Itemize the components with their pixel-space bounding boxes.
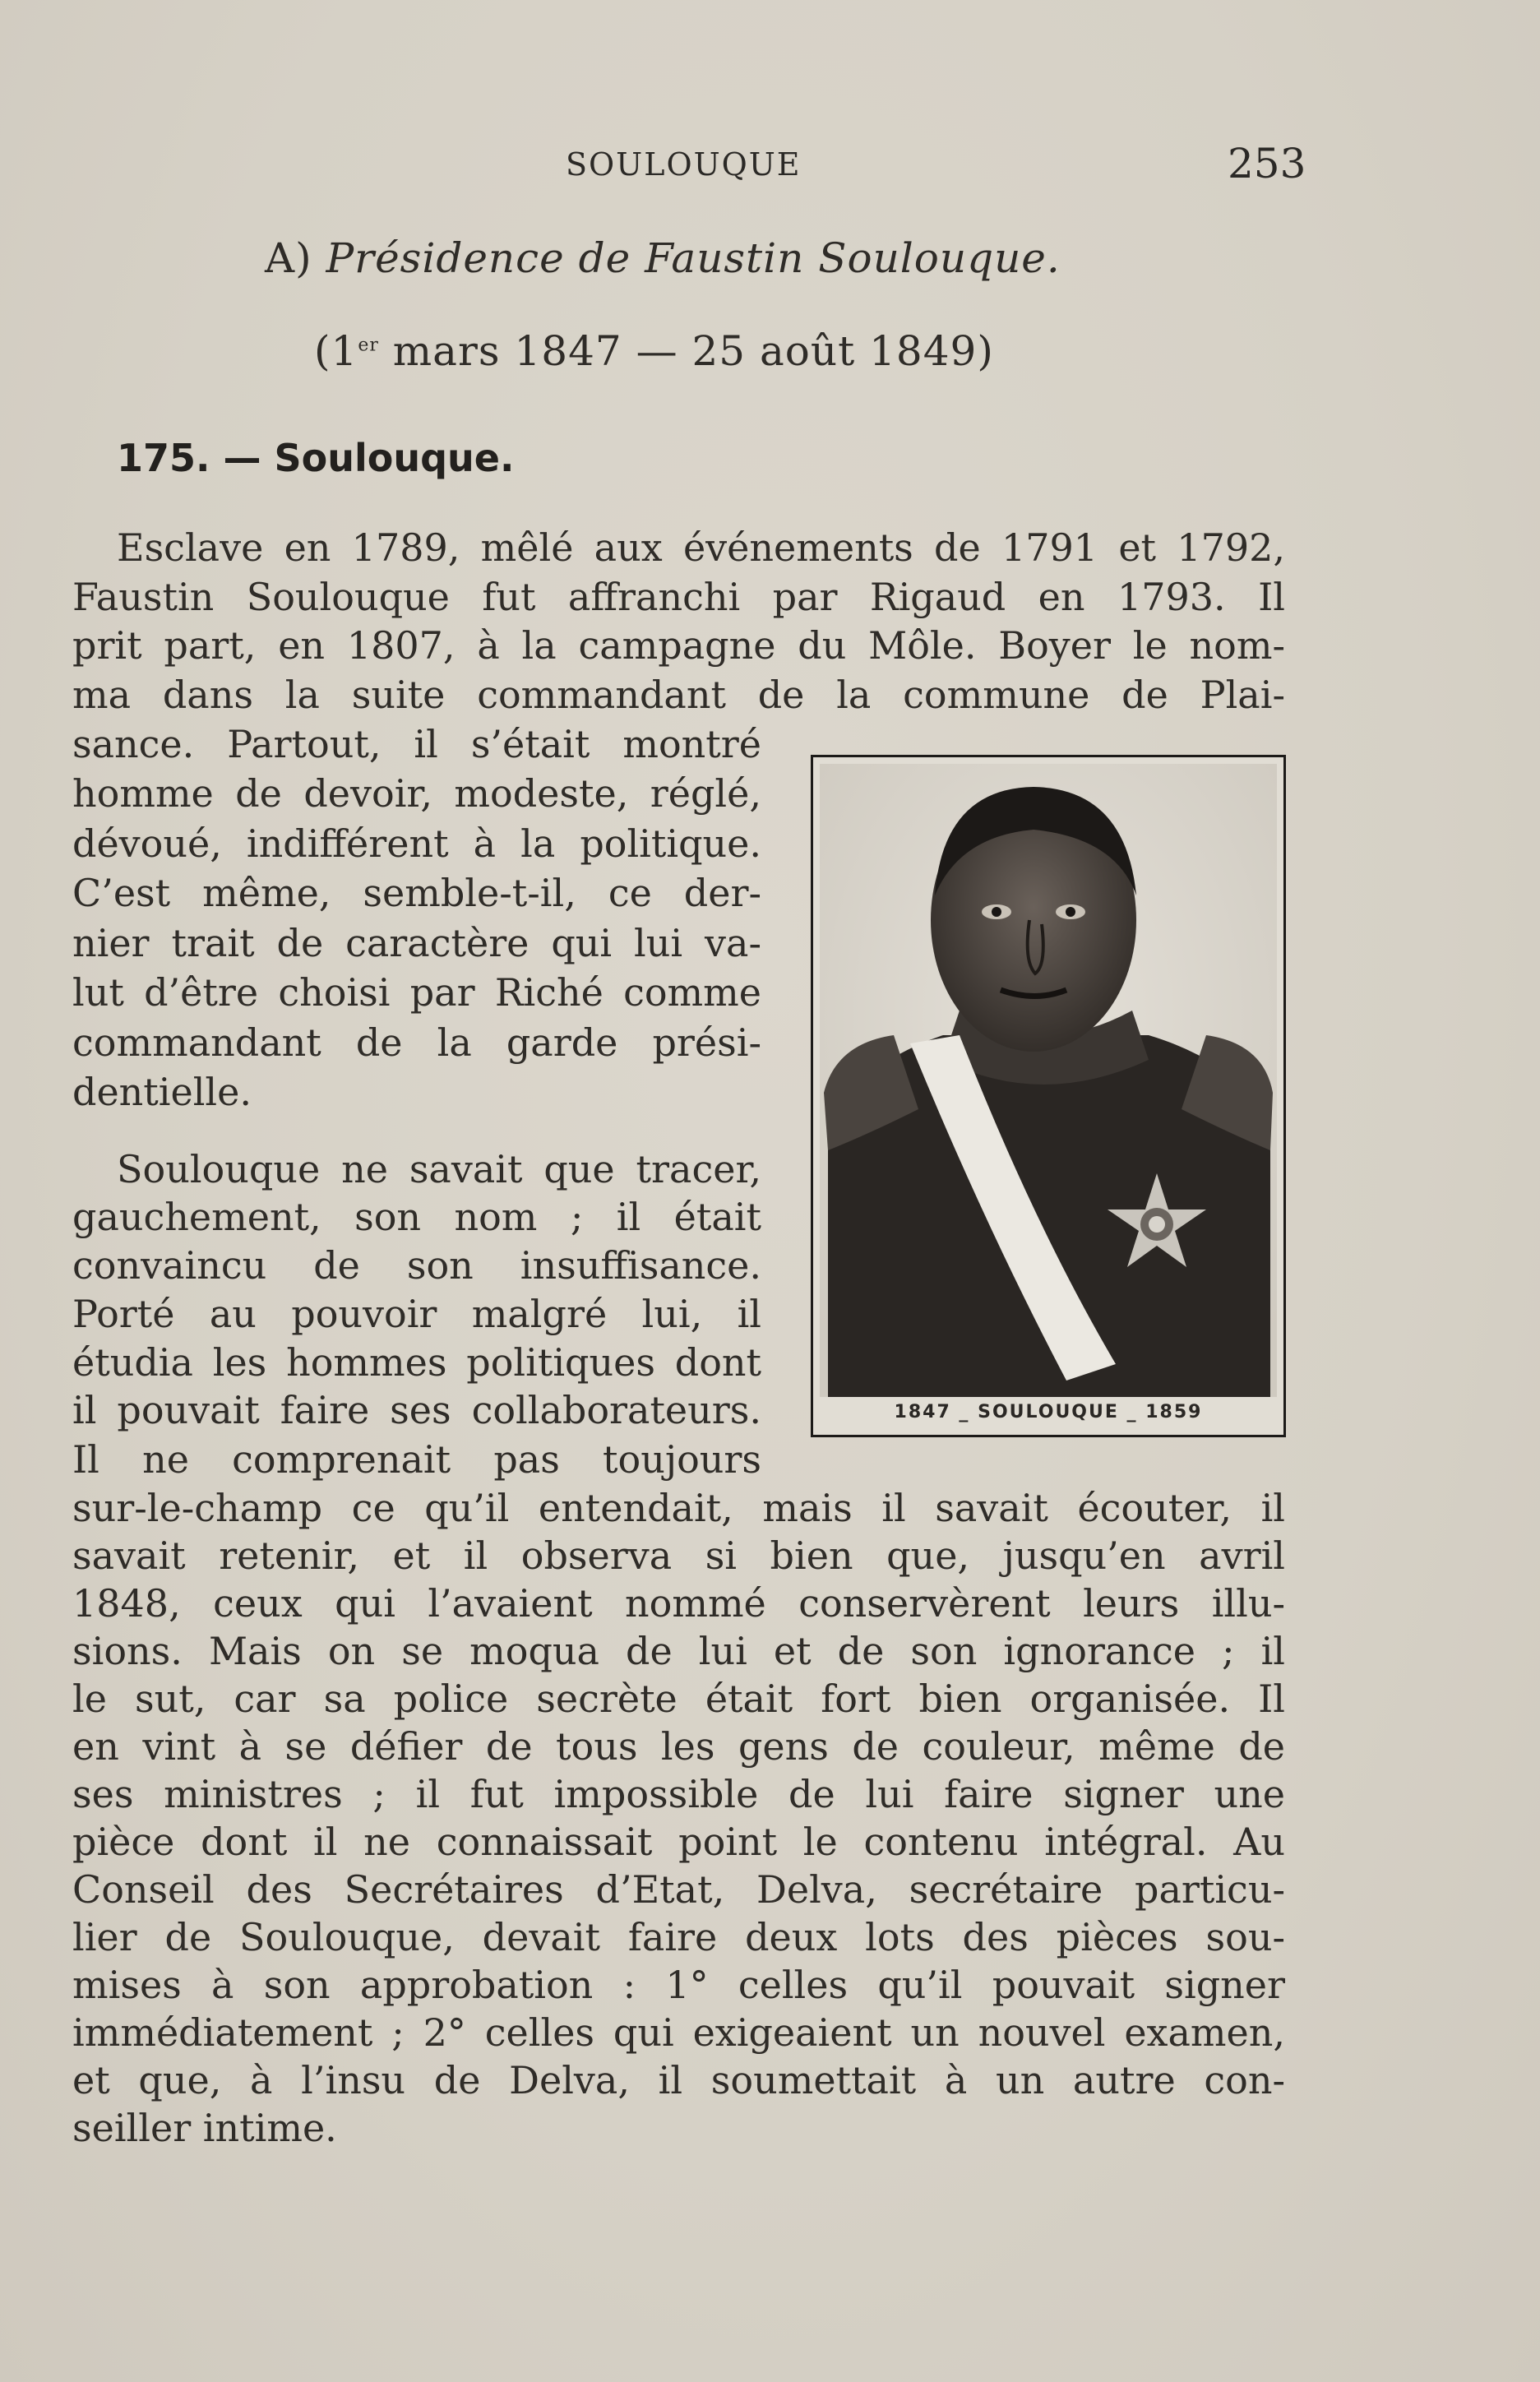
text-line: seiller intime.	[72, 2106, 337, 2150]
text-line: Esclave en 1789, mêlé aux événements de 1791 et 1792,	[117, 525, 1285, 570]
text-line: homme de devoir, modeste, réglé,	[72, 771, 761, 816]
text-line: gauchement, son nom ; il était	[72, 1195, 761, 1239]
text-line: sur-le-champ ce qu’il entendait, mais il savait écouter, il	[72, 1486, 1285, 1530]
dates-superscript: er	[358, 335, 379, 356]
text-line: nier trait de caractère qui lui va-	[72, 921, 761, 965]
text-line: prit part, en 1807, à la campagne du Môle. Boyer le nom-	[72, 623, 1285, 668]
text-line: Il ne comprenait pas toujours	[72, 1437, 761, 1482]
text-line: pièce dont il ne connaissait point le contenu intégral. Au	[72, 1820, 1285, 1864]
section-title	[265, 234, 1061, 282]
portrait-figure	[811, 755, 1286, 1437]
section-title-prefix: A)	[265, 234, 312, 282]
text-line: Porté au pouvoir malgré lui, il	[72, 1292, 761, 1336]
text-line: savait retenir, et il observa si bien que, jusqu’en avril	[72, 1533, 1285, 1578]
page-number: 253	[1228, 140, 1306, 187]
section-title-text: Présidence de Faustin Soulouque.	[326, 234, 1061, 282]
text-line: le sut, car sa police secrète était fort bien organisée. Il	[72, 1677, 1285, 1721]
text-line: sance. Partout, il s’était montré	[72, 722, 761, 766]
text-line: il pouvait faire ses collaborateurs.	[72, 1388, 761, 1432]
text-line: et que, à l’insu de Delva, il soumettait à un autre con-	[72, 2058, 1285, 2102]
text-line: en vint à se défier de tous les gens de couleur, même de	[72, 1724, 1285, 1769]
text-line: lut d’être choisi par Riché comme	[72, 970, 761, 1015]
running-head: SOULOUQUE	[566, 146, 802, 183]
text-line: ses ministres ; il fut impossible de lui faire signer une	[72, 1772, 1285, 1816]
paragraph-heading: 175. — Soulouque.	[117, 436, 515, 480]
portrait-image	[820, 764, 1277, 1397]
text-line: commandant de la garde prési-	[72, 1020, 761, 1065]
text-line: immédiatement ; 2° celles qui exigeaient un nouvel examen,	[72, 2010, 1285, 2055]
text-line: lier de Soulouque, devait faire deux lots des pièces sou-	[72, 1915, 1285, 1959]
dates-rest: mars 1847 — 25 août 1849)	[378, 327, 994, 375]
text-line: dévoué, indifférent à la politique.	[72, 821, 761, 866]
text-line: 1848, ceux qui l’avaient nommé conservèrent leurs illu-	[72, 1581, 1285, 1626]
text-line: Conseil des Secrétaires d’Etat, Delva, secrétaire particu-	[72, 1867, 1285, 1912]
text-line: Soulouque ne savait que tracer,	[117, 1147, 761, 1191]
text-line: étudia les hommes politiques dont	[72, 1340, 761, 1385]
text-line: Faustin Soulouque fut affranchi par Rigaud en 1793. Il	[72, 575, 1285, 619]
text-line: sions. Mais on se moqua de lui et de son ignorance ; il	[72, 1629, 1285, 1673]
text-line: ma dans la suite commandant de la commune de Plai-	[72, 673, 1285, 717]
text-line: C’est même, semble-t-il, ce der-	[72, 871, 761, 915]
portrait-caption: 1847 _ SOULOUQUE _ 1859	[894, 1402, 1203, 1422]
dates-open: (1	[314, 327, 358, 375]
text-line: mises à son approbation : 1° celles qu’il pouvait signer	[72, 1963, 1285, 2007]
section-dates	[314, 327, 994, 375]
text-line: dentielle.	[72, 1070, 252, 1114]
text-line: convaincu de son insuffisance.	[72, 1243, 761, 1288]
